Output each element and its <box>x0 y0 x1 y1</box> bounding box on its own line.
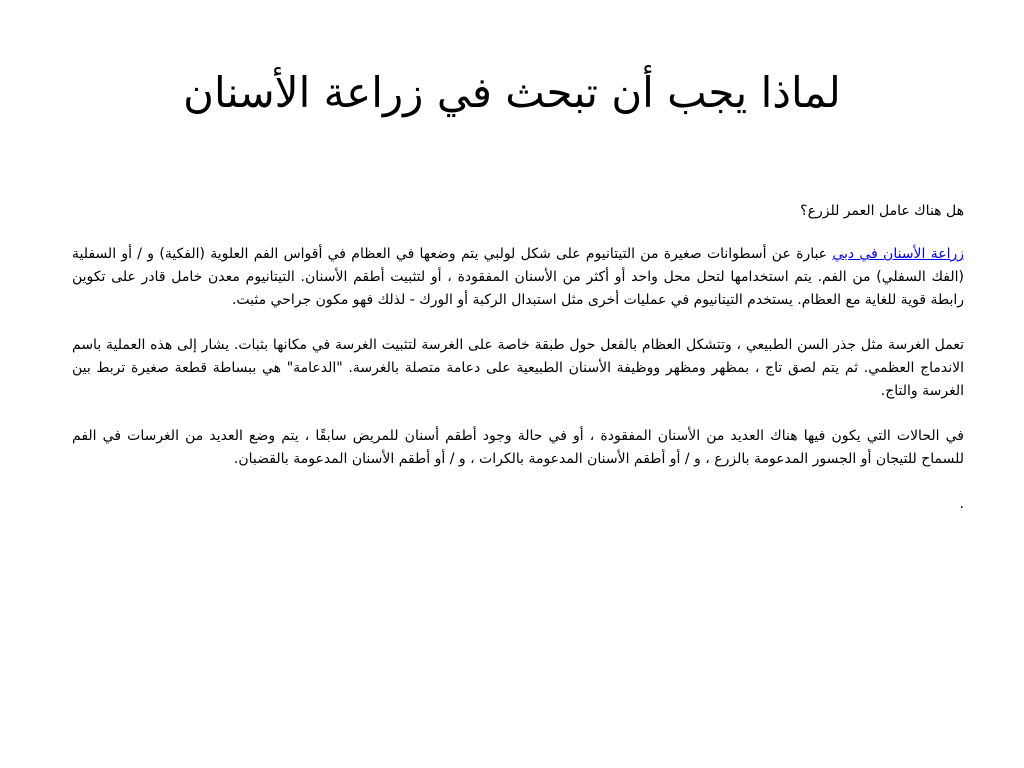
slide-body <box>72 200 964 538</box>
paragraph-multiple-implants: في الحالات التي يكون فيها هناك العديد من الأسنان المفقودة ، أو في حالة وجود أطقم أسنان للمريض سابقًا ، يتم وضع العديد من الغرسات في الفم للسماح للتيجان أو الجسور المدعومة بالزرع ، و / أو أطقم الأسنان المدعومة بالكرات ، و / أو أطقم الأسنان المدعومة بالقضبان. <box>72 428 964 467</box>
trailing-period: . <box>959 496 964 512</box>
paragraph-implants-text: عبارة عن أسطوانات صغيرة من التيتانيوم على شكل لولبي يتم وضعها في العظام في أقواس الفم العلوية (الفكية) و / أو السفلية (الفك السفلي) من الفم. يتم استخدامها لتحل محل واحد أو أكثر من الأسنان المفقودة ، أو لتثبيت أطقم الأسنان. التيتانيوم معدن خامل قادر على تكوين رابطة قوية للغاية مع العظام. يستخدم التيتانيوم في عمليات أخرى مثل استبدال الركبة أو الورك - لذلك فهو مكون جراحي مثبت. <box>72 246 964 308</box>
dental-implants-dubai-link[interactable]: زراعة الأسنان في دبي <box>832 246 964 262</box>
paragraph-osseointegration: تعمل الغرسة مثل جذر السن الطبيعي ، وتتشكل العظام بالفعل حول طبقة خاصة على الغرسة لتثبيت الغرسة في مكانها بثبات. يشار إلى هذه العملية باسم الاندماج العظمي. ثم يتم لصق تاج ، بمظهر ومظهر ووظيفة الأسنان الطبيعية على دعامة متصلة بالغرسة. "الدعامة" هي ببساطة قطعة صغيرة تربط بين الغرسة والتاج. <box>72 337 964 399</box>
paragraph-implants <box>72 243 964 312</box>
question-text: هل هناك عامل العمر للزرع؟ <box>800 203 964 219</box>
slide-title: لماذا يجب أن تبحث في زراعة الأسنان <box>183 68 841 117</box>
